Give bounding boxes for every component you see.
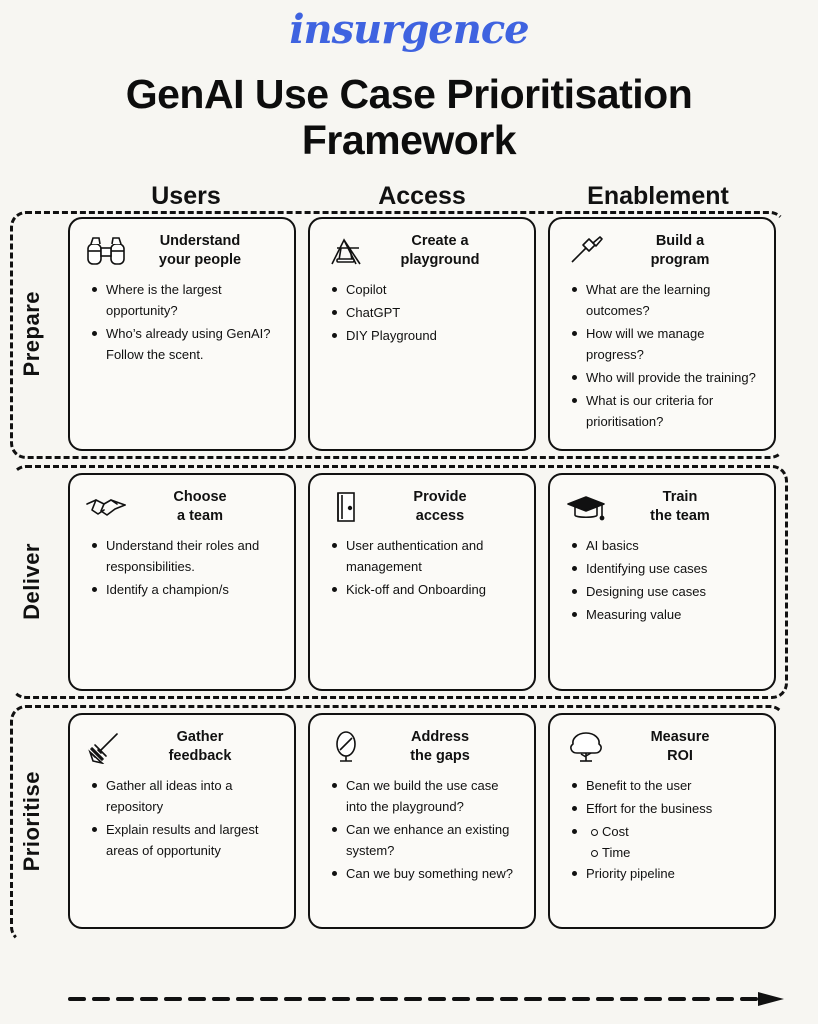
column-header-enablement: Enablement [587, 181, 729, 210]
row-prioritise [19, 713, 776, 929]
card-header [324, 487, 520, 527]
card-title [138, 232, 280, 269]
graduation-cap-icon [564, 487, 608, 527]
card-title-line1: Create a [411, 233, 469, 250]
sub-list-wrapper [584, 821, 760, 863]
row-label-prepare [12, 217, 52, 451]
card-title [618, 232, 760, 269]
list-item: Benefit to the user [584, 775, 760, 796]
list-item: User authentication and management [344, 535, 520, 577]
card-title-line2: feedback [168, 747, 232, 764]
row-label-deliver-text: Deliver [19, 543, 44, 621]
card-title-line1: Provide [413, 489, 467, 506]
list-item: Explain results and largest areas of opportunity [104, 819, 280, 861]
list-item: Can we enhance an existing system? [344, 819, 520, 861]
card-bullet-list [564, 775, 760, 884]
screwdriver-icon [564, 231, 608, 271]
list-item: Designing use cases [584, 581, 760, 602]
row-deliver [19, 473, 776, 691]
card-title [378, 488, 520, 525]
list-item: AI basics [584, 535, 760, 556]
list-item: Identifying use cases [584, 558, 760, 579]
card-title-line2: ROI [667, 747, 693, 764]
binoculars-icon [84, 231, 128, 271]
card-header [564, 487, 760, 527]
card-gather-feedback[interactable] [68, 713, 296, 929]
handshake-icon [84, 487, 128, 527]
list-item: Copilot [344, 279, 520, 300]
card-title-line2: the team [650, 507, 710, 524]
card-measure-roi[interactable] [548, 713, 776, 929]
list-item: Kick-off and Onboarding [344, 579, 520, 600]
card-bullet-list [324, 535, 520, 600]
card-title-line2: playground [400, 251, 480, 268]
card-header [84, 487, 280, 527]
card-title-line1: Understand [159, 233, 241, 250]
list-item: What are the learning outcomes? [584, 279, 760, 321]
card-bullet-list [84, 279, 280, 365]
card-bullet-list [324, 775, 520, 884]
card-title [378, 232, 520, 269]
list-item: Effort for the business [584, 798, 760, 819]
list-item: Can we buy something new? [344, 863, 520, 884]
card-build-a-program[interactable] [548, 217, 776, 451]
row-label-prepare-text: Prepare [19, 291, 44, 377]
list-item: Who’s already using GenAI? Follow the scent. [104, 323, 280, 365]
framework-grid [0, 217, 818, 929]
list-item: Who will provide the training? [584, 367, 760, 388]
card-title [618, 488, 760, 525]
card-header [564, 727, 760, 767]
list-item: Understand their roles and responsibilities. [104, 535, 280, 577]
list-item: ChatGPT [344, 302, 520, 323]
mirror-icon [324, 727, 368, 767]
card-title [138, 728, 280, 765]
swing-playground-icon [324, 231, 368, 271]
card-create-a-playground[interactable] [308, 217, 536, 451]
card-bullet-list [324, 279, 520, 346]
card-title [138, 488, 280, 525]
card-title-line1: Train [662, 489, 698, 506]
row-prepare [19, 217, 776, 451]
list-item: Measuring value [584, 604, 760, 625]
card-bullet-list [84, 535, 280, 600]
card-title [618, 728, 760, 765]
row-label-deliver [12, 473, 52, 691]
sub-list-item: Cost [602, 821, 760, 842]
row-label-prioritise-text: Prioritise [19, 770, 44, 871]
door-icon [324, 487, 368, 527]
card-title-line2: your people [158, 251, 242, 268]
card-bullet-list [564, 535, 760, 625]
row-label-prioritise [12, 713, 52, 929]
sub-list-item: Time [602, 842, 760, 863]
card-understand-your-people[interactable] [68, 217, 296, 451]
card-address-the-gaps[interactable] [308, 713, 536, 929]
card-header [84, 727, 280, 767]
column-headers [0, 182, 818, 211]
list-item: Identify a champion/s [104, 579, 280, 600]
card-title-line2: program [650, 251, 710, 268]
card-title-line1: Choose [173, 489, 227, 506]
card-sub-bullet-list [584, 821, 760, 863]
column-header-users: Users [151, 181, 221, 210]
card-header [324, 231, 520, 271]
card-header [324, 727, 520, 767]
column-header-access: Access [378, 181, 466, 210]
card-title-line1: Build a [655, 233, 705, 250]
card-title-line1: Address [410, 729, 470, 746]
list-item: Where is the largest opportunity? [104, 279, 280, 321]
card-provide-access[interactable] [308, 473, 536, 691]
card-train-the-team[interactable] [548, 473, 776, 691]
page-title: GenAI Use Case Prioritisation Framework [125, 71, 693, 163]
card-title-line2: the gaps [410, 747, 470, 764]
bottom-arrow-icon [68, 992, 788, 1006]
list-item: DIY Playground [344, 325, 520, 346]
brand-logo [0, 0, 818, 62]
card-header [564, 231, 760, 271]
card-bullet-list [564, 279, 760, 432]
list-item: Priority pipeline [584, 863, 760, 884]
card-choose-a-team[interactable] [68, 473, 296, 691]
rake-icon [84, 727, 128, 767]
list-item: Can we build the use case into the playground? [344, 775, 520, 817]
list-item: Gather all ideas into a repository [104, 775, 280, 817]
card-title-line2: a team [177, 507, 223, 524]
tree-icon [564, 727, 608, 767]
logo-text: insurgence [289, 6, 529, 53]
list-item: What is our criteria for prioritisation? [584, 390, 760, 432]
card-header [84, 231, 280, 271]
list-item: How will we manage progress? [584, 323, 760, 365]
card-title-line1: Gather [176, 729, 224, 746]
card-title-line1: Measure [650, 729, 710, 746]
card-bullet-list [84, 775, 280, 861]
card-title-line2: access [415, 507, 465, 524]
card-title [378, 728, 520, 765]
